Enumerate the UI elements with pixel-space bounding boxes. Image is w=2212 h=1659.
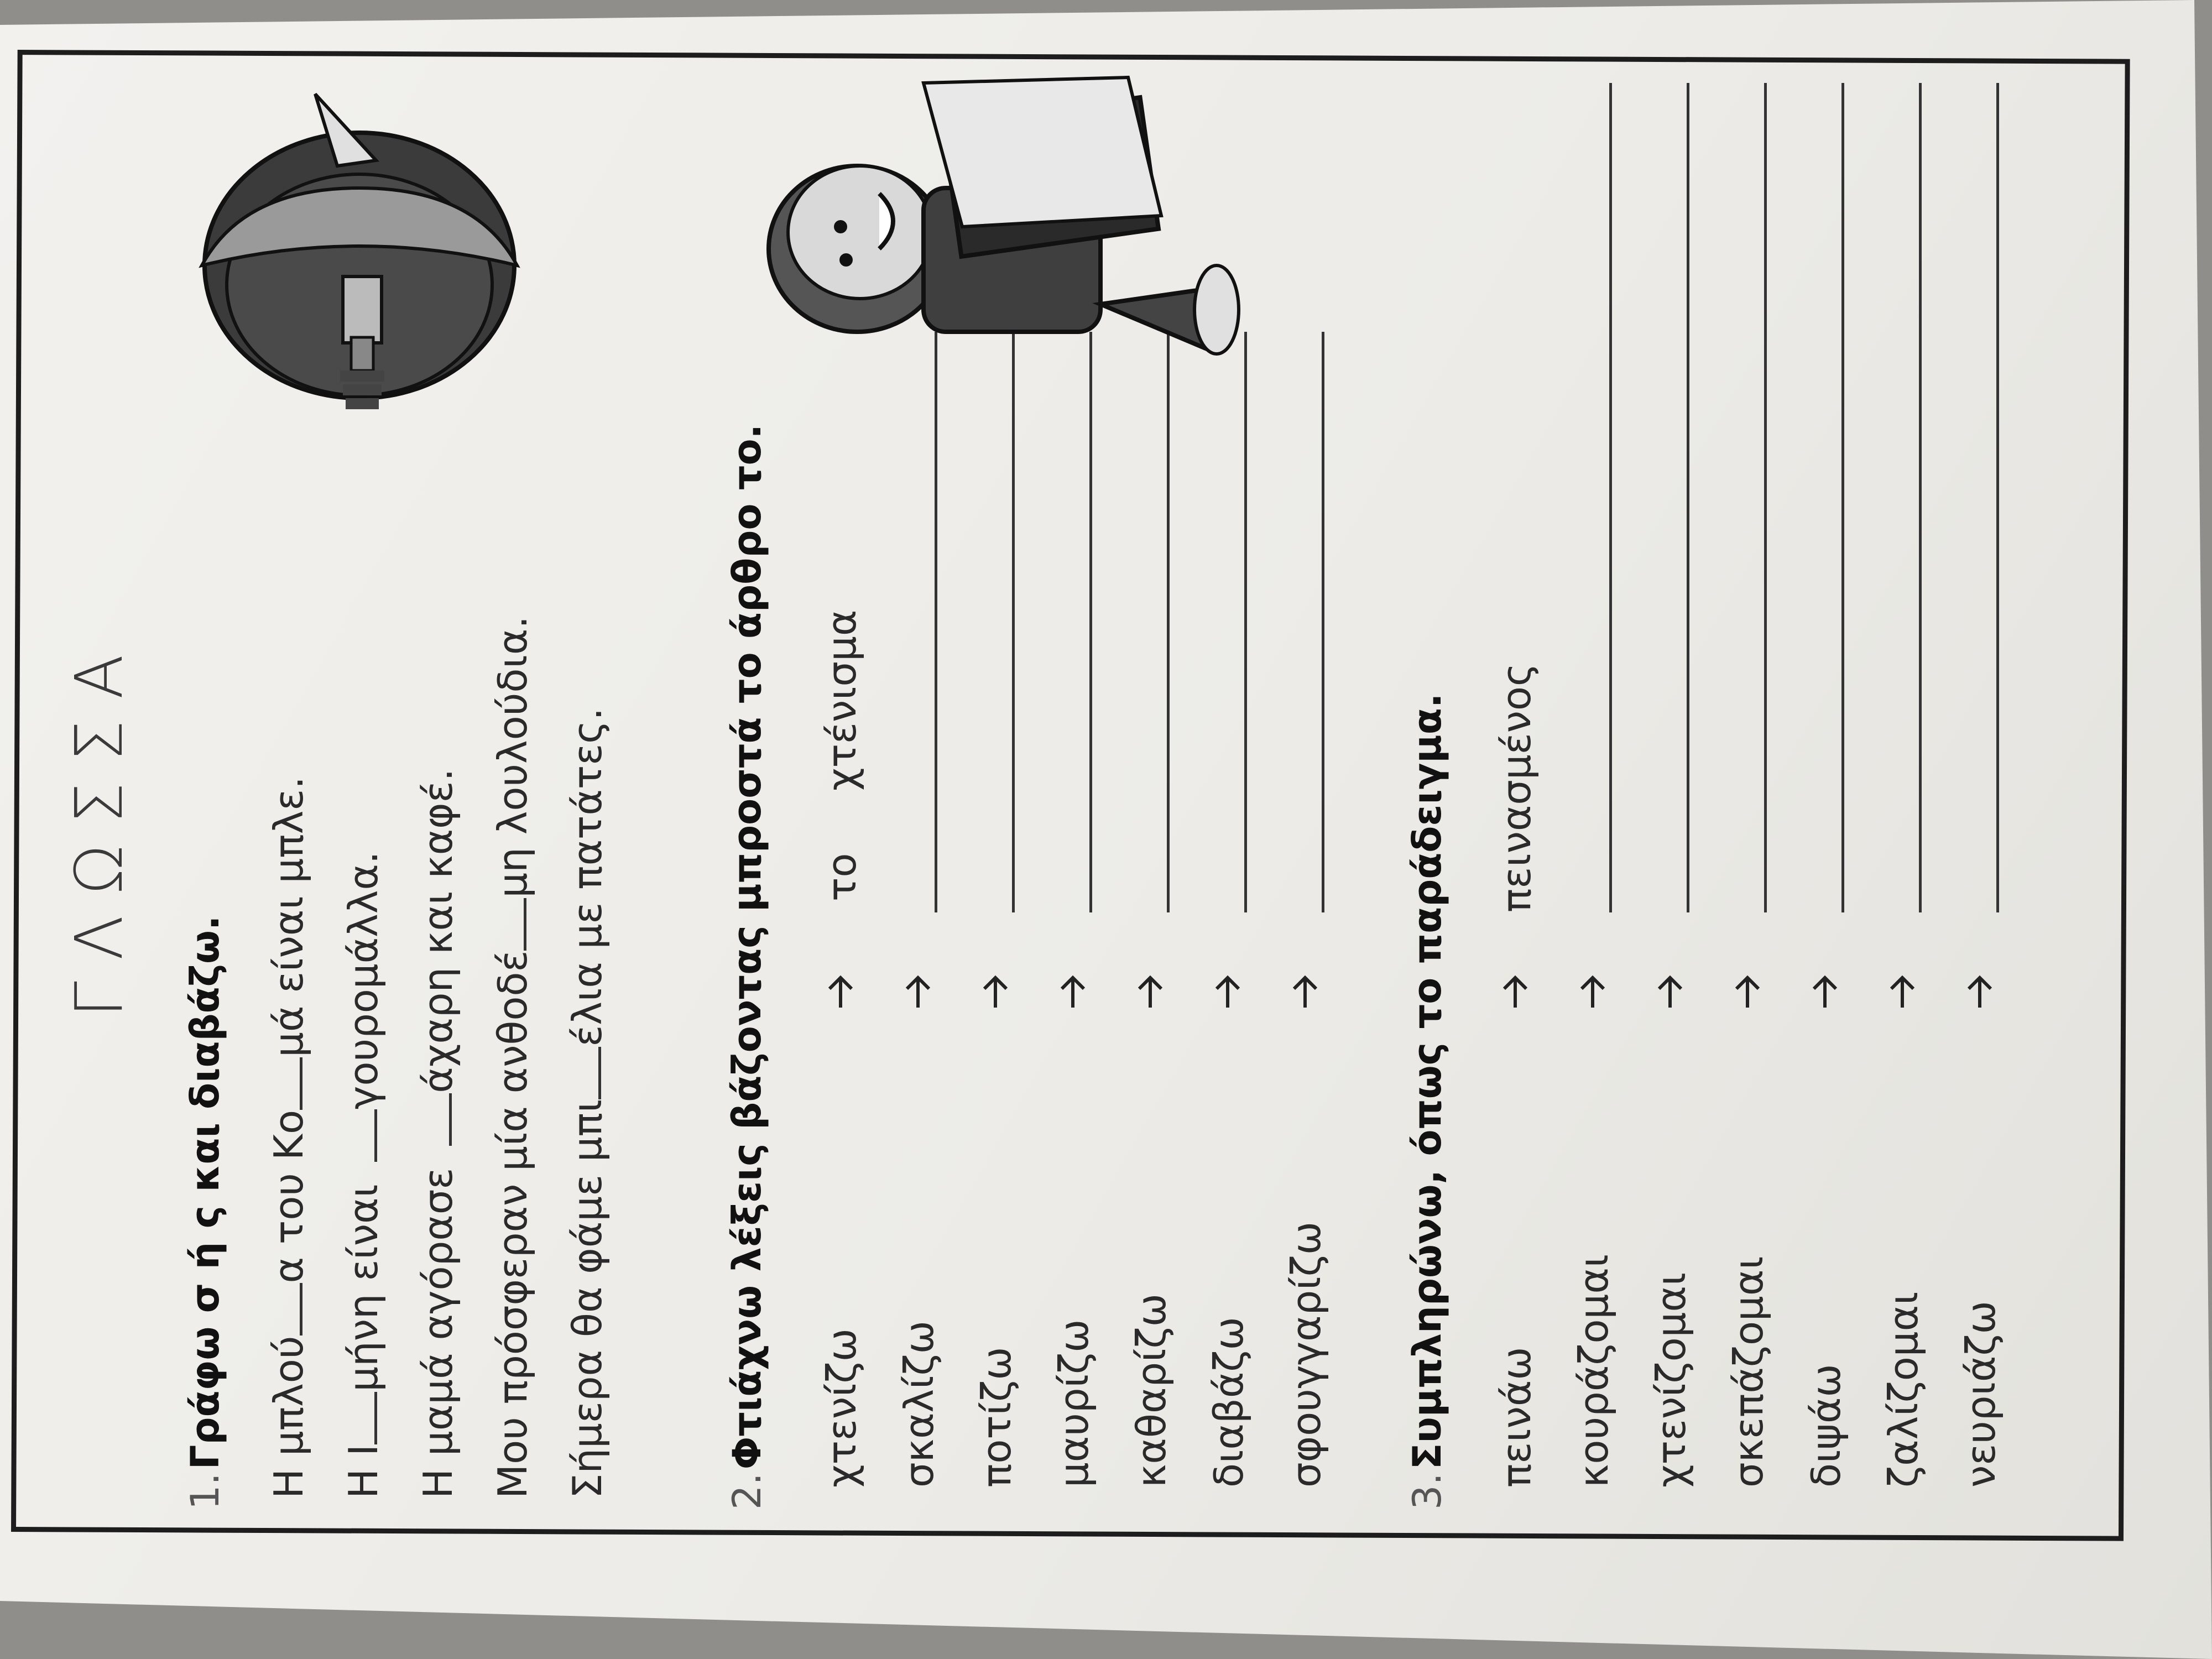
blank-field[interactable] [342,1392,377,1444]
line-2-part-a: Η Ι [340,1444,387,1499]
answer-line[interactable] [1841,83,1844,912]
answer-line[interactable] [1322,332,1324,912]
answer-line[interactable] [1244,332,1247,912]
line-3-part-b: άχαρη και καφέ. [415,768,461,1093]
ex3-word-4: διψάω [1803,1364,1849,1488]
arrow-icon [976,973,1015,1012]
line-1-part-a: Η μπλού [265,1335,312,1499]
line-4-part-a: Μου πρόσφεραν μία ανθοδέ [489,950,536,1499]
arrow-icon [1208,973,1247,1012]
arrow-icon [1131,973,1170,1012]
exercise-3-title: Συμπληρώνω, όπως το παράδειγμα. [1405,693,1450,1470]
ex2-word-1: σκαλίζω [896,1321,942,1488]
arrow-icon [821,973,860,1012]
ex3-word-5: ζαλίζομαι [1880,1291,1927,1488]
ex2-example-article: το [818,853,865,901]
answer-line[interactable] [1996,83,1999,912]
answer-line[interactable] [1687,83,1689,912]
arrow-icon [1728,973,1767,1012]
line-3-part-a: Η μαμά αγόρασε [415,1167,461,1499]
worksheet-title: ΓΛΩΣΣΑ [61,633,137,1018]
ex2-word-4: καθαρίζω [1128,1293,1175,1488]
exercise-1-line-3 [415,769,461,1499]
line-4-part-b: μη λουλούδια. [489,615,536,898]
answer-line[interactable] [1167,332,1170,912]
exercise-1-number: 1. [182,1473,228,1510]
ex2-word-6: σφουγγαρίζω [1283,1221,1329,1488]
blank-field[interactable] [342,1109,377,1162]
arrow-icon [1960,973,1999,1012]
exercise-1-line-5 [564,708,611,1499]
answer-line[interactable] [935,332,937,912]
exercise-3-heading [1405,693,1450,1510]
blank-field[interactable] [492,898,526,951]
exercise-3-number: 3. [1405,1473,1450,1510]
blank-field[interactable] [566,1047,601,1099]
ex3-word-6: νευριάζω [1958,1301,2004,1488]
boy-reading-icon [741,72,1266,415]
ex2-word-5: διαβάζω [1206,1317,1252,1488]
line-1-part-b: α του Κο [265,1109,312,1284]
ex2-word-0: χτενίζω [818,1328,865,1488]
arrow-icon [899,973,937,1012]
arrow-icon [1806,973,1844,1012]
spinning-top-icon [177,72,575,426]
ex3-word-3: σκεπάζομαι [1725,1256,1772,1488]
arrow-icon [1496,973,1535,1012]
answer-line[interactable] [1012,332,1015,912]
worksheet [11,39,2085,1532]
arrow-icon [1651,973,1689,1012]
blank-field[interactable] [417,1093,452,1146]
exercise-1-title: Γράφω σ ή ς και διαβάζω. [182,915,228,1470]
ex2-word-3: μαυρίζω [1051,1319,1097,1488]
arrow-icon [1053,973,1092,1012]
line-2-part-c: γουρομάλλα. [340,851,387,1110]
line-5-part-b: έλια με πατάτες. [564,707,611,1047]
answer-line[interactable] [1609,83,1612,912]
ex3-word-2: χτενίζομαι [1648,1272,1694,1488]
ex3-example-answer: πεινασμένος [1493,662,1540,912]
blank-field[interactable] [268,1057,302,1110]
answer-line[interactable] [1089,332,1092,912]
ex3-word-1: κουράζομαι [1571,1254,1617,1488]
line-1-part-c: μά είναι μπλε. [265,776,312,1057]
answer-line[interactable] [1764,83,1767,912]
answer-line[interactable] [1919,83,1922,912]
exercise-1-line-4 [489,616,536,1499]
exercise-2-heading [724,424,770,1510]
ex3-word-0: πεινάω [1493,1347,1540,1488]
exercise-1-line-1 [265,776,312,1499]
arrow-icon [1573,973,1612,1012]
arrow-icon [1286,973,1324,1012]
line-2-part-b: μήνη είναι [340,1184,387,1392]
ex2-example-answer: χτένισμα [818,609,865,791]
exercise-2-title: Φτιάχνω λέξεις βάζοντας μπροστά το άρθρο το. [724,424,770,1470]
exercise-1-heading [182,916,228,1510]
ex2-word-2: ποτίζω [973,1347,1020,1488]
exercise-2-number: 2. [724,1473,770,1510]
blank-field[interactable] [268,1283,302,1335]
line-5-part-a: Σήμερα θα φάμε μπι [564,1099,611,1499]
exercise-1-line-2 [340,851,387,1499]
arrow-icon [1883,973,1922,1012]
